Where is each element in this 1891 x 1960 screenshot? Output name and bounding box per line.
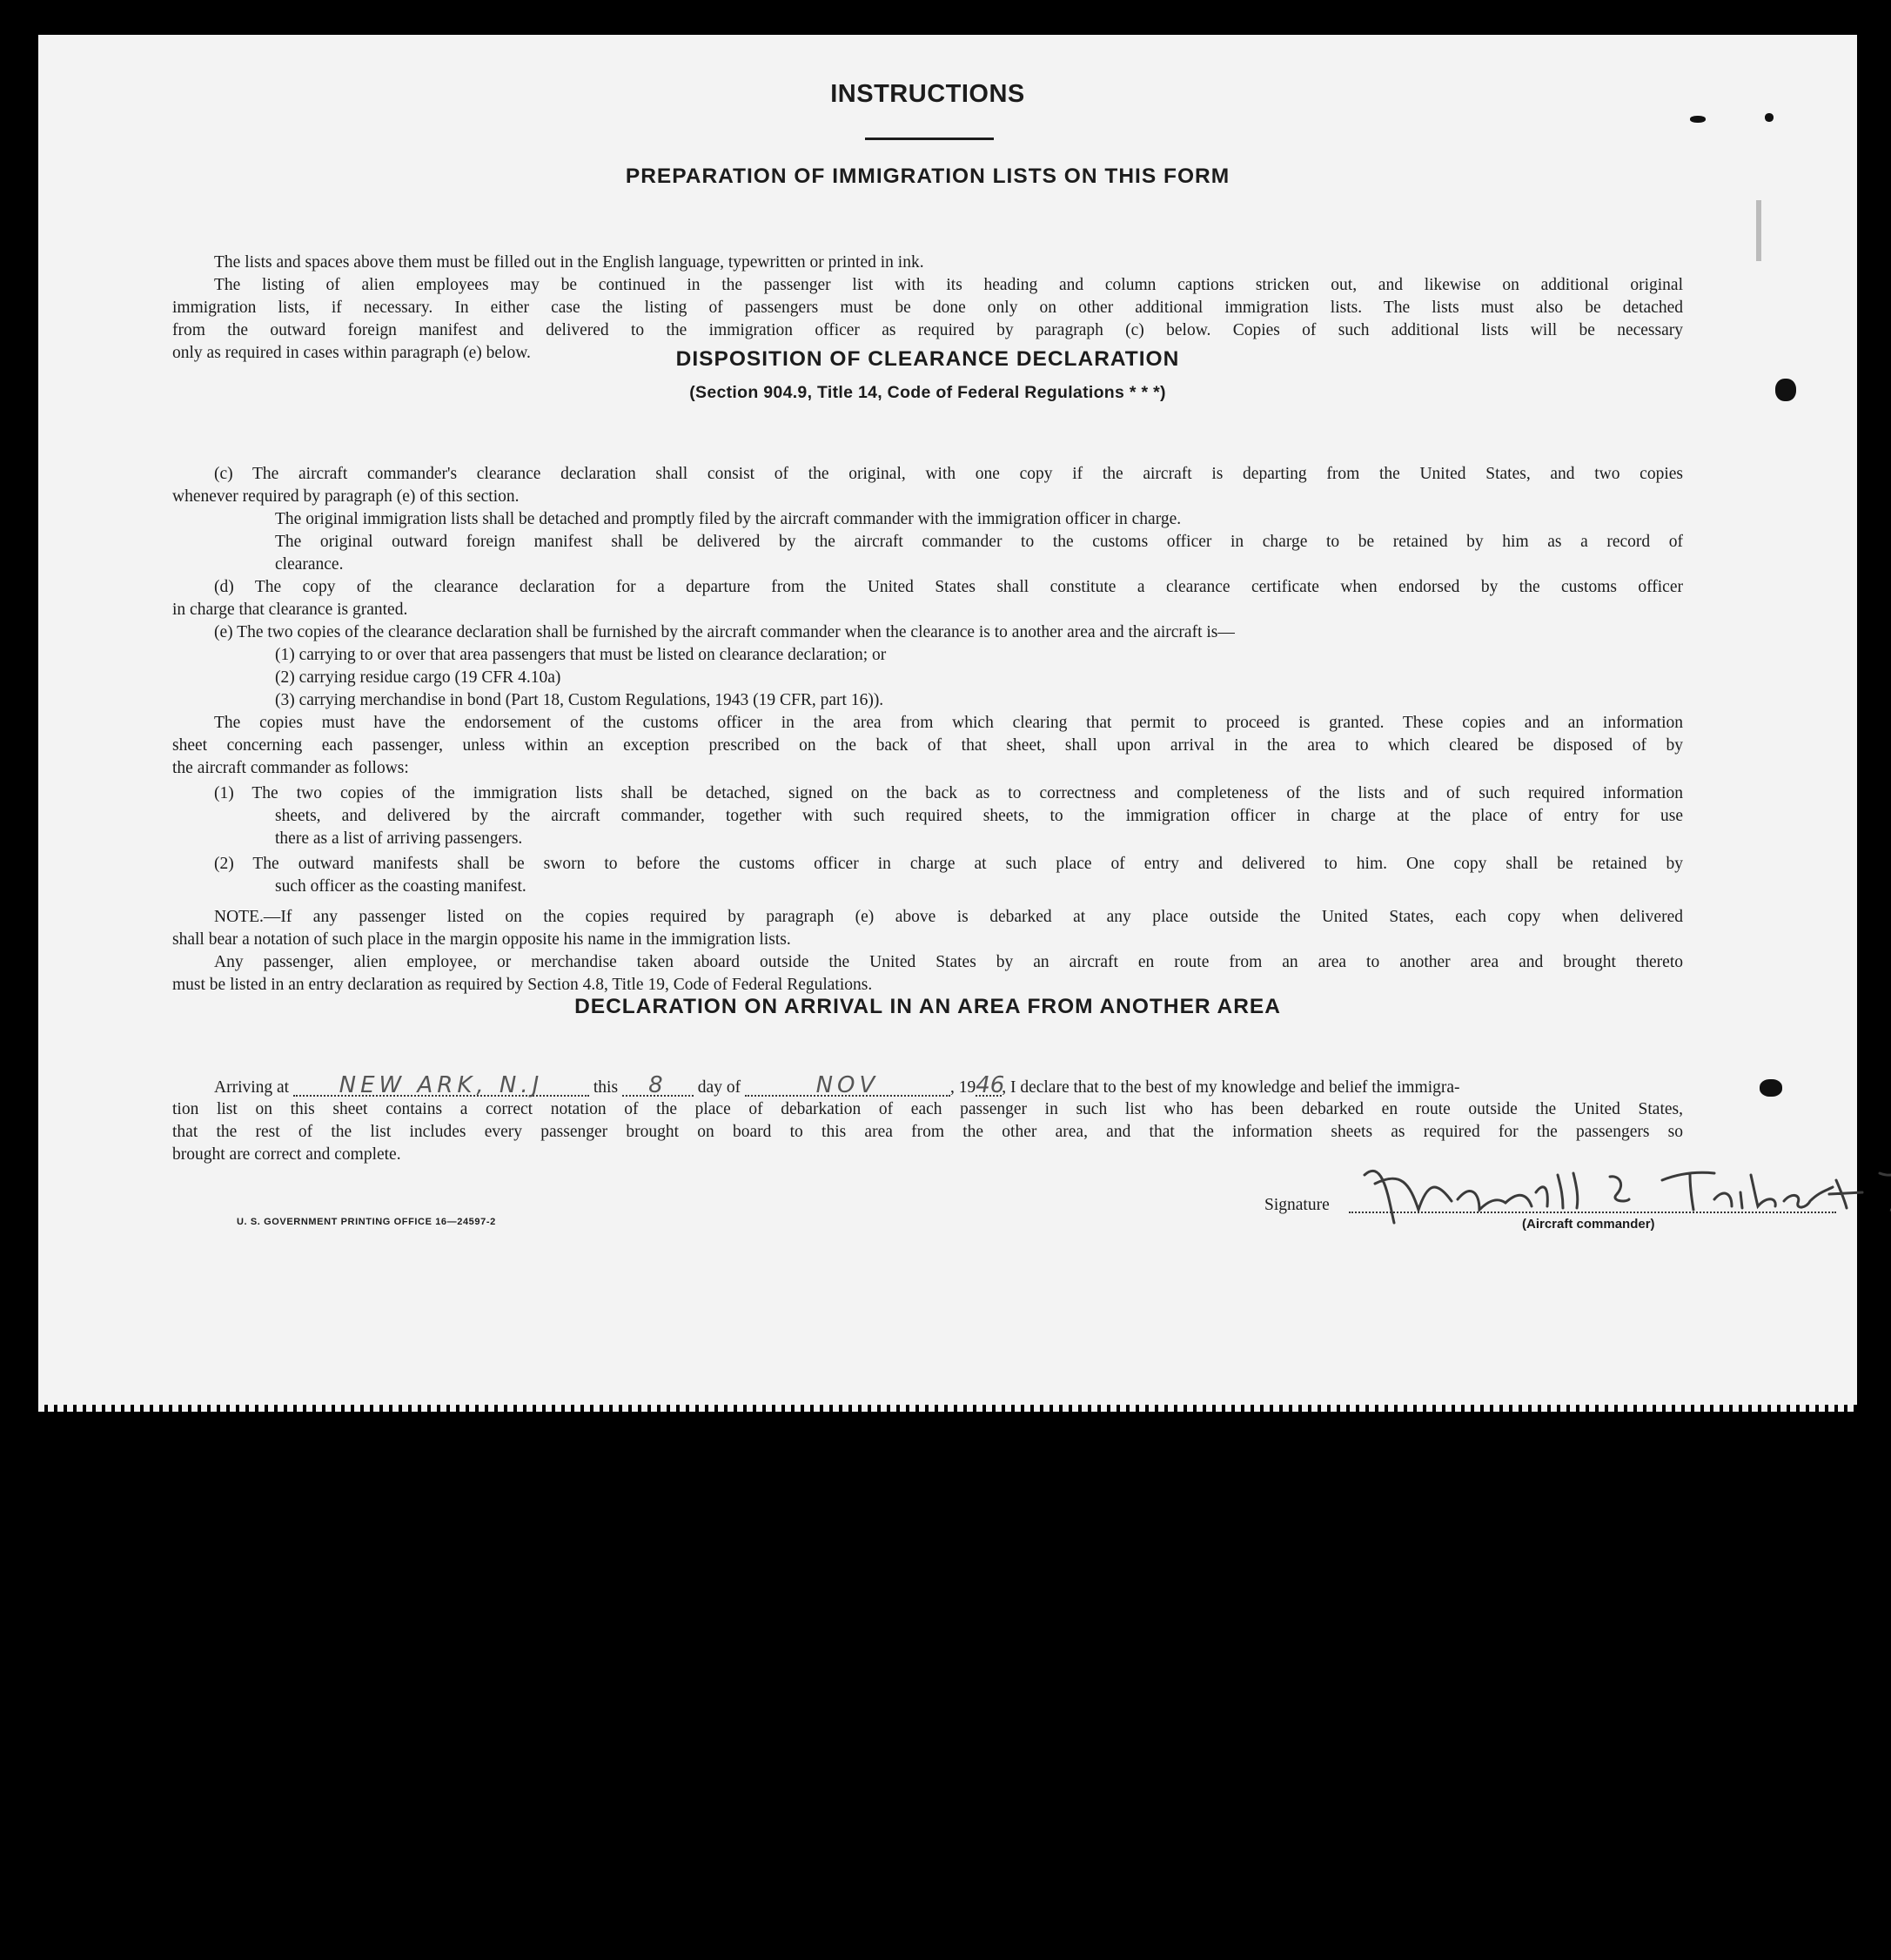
disposition-line: sheet concerning each passenger, unless within an exception prescribed on the back of that sheet, shall upon arrival in the area to which cleared be disposed of by — [172, 736, 1683, 755]
declaration-heading: DECLARATION ON ARRIVAL IN AN AREA FROM ANOTHER AREA — [574, 995, 1281, 1018]
ink-blot — [1690, 116, 1706, 123]
page-title: INSTRUCTIONS — [830, 80, 1025, 108]
preparation-line: The listing of alien employees may be continued in the passenger list with its heading and column captions stricken out, and likewise on additional original — [214, 276, 1683, 294]
preparation-heading: PREPARATION OF IMMIGRATION LISTS ON THIS FORM — [625, 164, 1230, 188]
year-field[interactable]: 46 — [976, 1072, 1005, 1098]
this-label: this — [593, 1078, 619, 1097]
disposition-heading: DISPOSITION OF CLEARANCE DECLARATION — [675, 347, 1180, 371]
disposition-line: (2) carrying residue cargo (19 CFR 4.10a) — [275, 668, 561, 687]
perforated-edge — [38, 1405, 1857, 1412]
disposition-line: (c) The aircraft commander's clearance declaration shall consist of the original, with one copy if the aircraft is departing from the United States, and two copies — [214, 465, 1683, 483]
month-field[interactable]: NOV — [745, 1076, 950, 1097]
title-rule — [865, 138, 994, 140]
disposition-line: Any passenger, alien employee, or merchandise taken aboard outside the United States by an aircraft en route from an area to another area and brought thereto — [214, 953, 1683, 971]
disposition-line: sheets, and delivered by the aircraft commander, together with such required sheets, to the immigration officer in charge at the place of entry for use — [275, 807, 1683, 825]
disposition-line: such officer as the coasting manifest. — [275, 877, 526, 896]
disposition-line: in charge that clearance is granted. — [172, 601, 408, 619]
declaration-line: that the rest of the list includes every passenger brought on board to this area from the other area, and that the information sheets as required for the passengers so — [172, 1123, 1683, 1141]
scan-smudge — [1756, 200, 1761, 261]
day-field[interactable]: 8 — [622, 1076, 694, 1097]
disposition-line: (1) The two copies of the immigration lists shall be detached, signed on the back as to correctness and completeness of the lists and of such required information — [214, 784, 1683, 802]
signature-label: Signature — [1264, 1196, 1330, 1214]
disposition-line: (d) The copy of the clearance declaration for a departure from the United States shall constitute a clearance certificate when endorsed by the customs officer — [214, 578, 1683, 596]
disposition-line: whenever required by paragraph (e) of this section. — [172, 487, 520, 506]
disposition-line: must be listed in an entry declaration as required by Section 4.8, Title 19, Code of Federal Regulations. — [172, 976, 873, 994]
ink-blot — [1765, 113, 1774, 122]
disposition-line: there as a list of arriving passengers. — [275, 829, 523, 848]
section-reference: (Section 904.9, Title 14, Code of Federal Regulations * * *) — [689, 383, 1166, 402]
day-of-label: day of — [697, 1078, 741, 1097]
disposition-line: (1) carrying to or over that area passengers that must be listed on clearance declaration; or — [275, 646, 887, 664]
preparation-line: from the outward foreign manifest and delivered to the immigration officer as required by paragraph (c) below. Copies of such additional lists will be necessary — [172, 321, 1683, 339]
printer-imprint: U. S. GOVERNMENT PRINTING OFFICE 16—24597-2 — [237, 1217, 496, 1227]
arriving-at-field[interactable]: NEW ARK, N.J — [293, 1076, 589, 1097]
declaration-first-line — [172, 1072, 1683, 1099]
declaration-line: tion list on this sheet contains a correct notation of the place of debarkation of each passenger in such list who has been debarked en route outside the United States, — [172, 1100, 1683, 1118]
disposition-line: The original outward foreign manifest shall be delivered by the aircraft commander to the customs officer in charge to be retained by him as a record of — [275, 533, 1683, 551]
disposition-line: (2) The outward manifests shall be sworn to before the customs officer in charge at such place of entry and delivered to him. One copy shall be retained by — [214, 855, 1683, 873]
disposition-line: The original immigration lists shall be detached and promptly filed by the aircraft commander with the immigration officer in charge. — [275, 510, 1182, 528]
preparation-line: The lists and spaces above them must be filled out in the English language, typewritten or printed in ink. — [214, 253, 924, 272]
note-line: NOTE.—If any passenger listed on the copies required by paragraph (e) above is debarked at any place outside the United States, each copy when delivered — [214, 908, 1683, 926]
disposition-line: (3) carrying merchandise in bond (Part 18, Custom Regulations, 1943 (19 CFR, part 16)). — [275, 691, 884, 709]
preparation-line: only as required in cases within paragraph (e) below. — [172, 344, 531, 362]
arriving-label: Arriving at — [214, 1078, 290, 1097]
disposition-line: (e) The two copies of the clearance declaration shall be furnished by the aircraft commander when the clearance is to another area and the aircraft is— — [214, 623, 1235, 641]
preparation-line: immigration lists, if necessary. In either case the listing of passengers must be done only on other additional immigration lists. The lists must also be detached — [172, 299, 1683, 317]
declaration-line: brought are correct and complete. — [172, 1145, 401, 1164]
disposition-line: the aircraft commander as follows: — [172, 759, 409, 777]
note-line: shall bear a notation of such place in the margin opposite his name in the immigration lists. — [172, 930, 791, 949]
disposition-line: clearance. — [275, 555, 344, 574]
declaration-text: , I declare that to the best of my knowledge and belief the immigra- — [1002, 1078, 1460, 1097]
ink-blot — [1775, 379, 1796, 401]
year-prefix: , 19 — [949, 1078, 976, 1097]
disposition-line: The copies must have the endorsement of the customs officer in the area from which clearing that permit to proceed is granted. These copies and an information — [214, 714, 1683, 732]
signature-caption: (Aircraft commander) — [1522, 1217, 1655, 1232]
ink-blot — [1760, 1079, 1782, 1097]
